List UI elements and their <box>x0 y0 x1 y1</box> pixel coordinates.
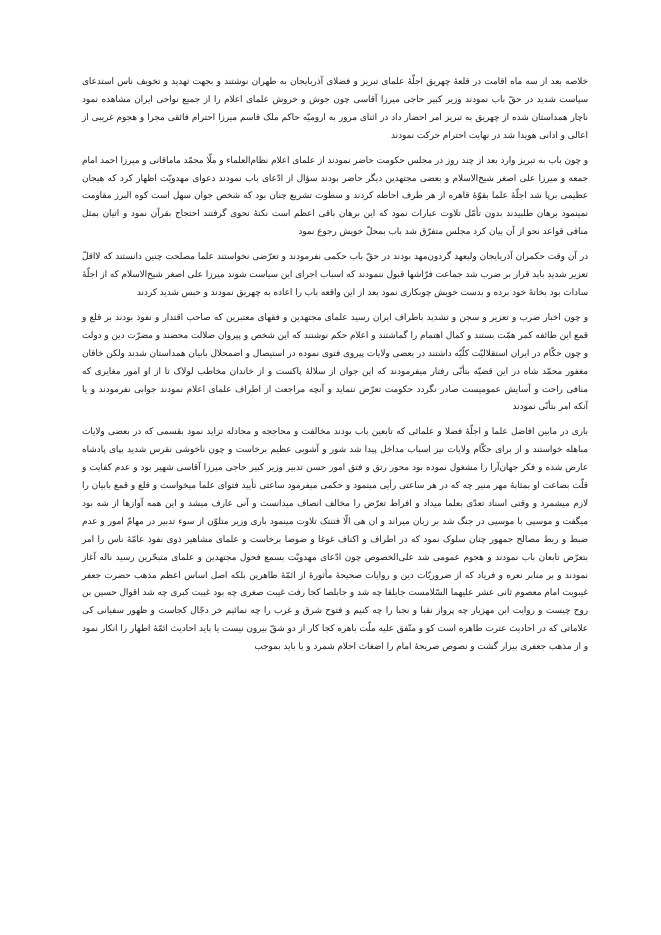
paragraph-5: باری در ما‌بین افاضل علما و اجلّهٔ فضلا و علمائی که تابعین باب بودند مخالفت و محاججه و مجادله تزاید نمود بقسمی که در بعضی ولایات مباهله خواستند و از برای حکّام ولایات نیز اسباب مداخل پیدا شد شور و آشوبی عظیم برخاست و چون ناخوشی نقرس شدید بپای پادشاه عارض شده و فکر جهان‌آرا را مشغول نموده بود محور رتق و فتق امور حسن تدبیر وزیر کبیر حاجی میرزا آقاسی شهیر بود و عدم کفایت و قلّت بضاعت او بمثابهٔ مهر منیر چه که در هر ساعتی رأیی مینمود و حکمی میفرمود ساعتی تأیید فتوای علما میخواست و قلع و قمع بابیان را لازم میشمرد و وقتی اسناد تعدّی بعلما میداد و افراط تعرّض را مخالف انصاف میدانست و آنی عارف میشد و این همه آوازها از شه بود میگفت و موسیی با موسیی در جنگ شد بر زبان میراند و ان هی الّا فتنتک تلاوت مینمود باری وزیر متلوّن از سوء تدبیر در مهامّ امور و عدم ضبط و ربط مصالح جمهور چنان سلوک نمود که در اطراف و اکناف غوغا و ضوضا برخاست و علمای مشاهیر ذوی نفوذ عامّهٔ ناس را امر بتعرّض تابعان باب نمودند و هجوم عمومی شد علی‌الخصوص چون ادّعای مهدویّت بسمع فحول مجتهدین و علمای متبحّرین رسید ناله آغاز نمودند و بر منابر نعره و فریاد که از ضروریّات دین و روایات صحیحهٔ مأثورهٔ از ائمّهٔ طاهرین بلکه اصل اساس اعظم مذهب حضرت جعفر غیبوبت امام معصوم ثانی عشر علیهما السّلامست جابلقا چه شد و جابلصا کجا رفت غیبت صغری چه بود غیبت کبری چه شد اقوال حسین بن روح چیست و روایت ابن مهزیار چه پرواز نقبا و نجبا را چه کنیم و فتوح شرق و غرب را چه نمائیم خر دجّال کجاست و ظهور سفیانی کی علاماتی که در احادیث عترت طاهره است کو و متّفق علیه ملّت باهره کجا کار از دو شقّ بیرون نیست یا باید احادیث ائمّهٔ اطهار را انکار نمود و از مذهب جعفری بیزار گشت و نصوص صریحهٔ امام را اضغاث احلام شمرد و یا باید بموجب <box>82 427 588 653</box>
paragraph-1: خلاصه بعد از سه ماه اقامت در قلعهٔ چهریق اجلّهٔ علمای تبریز و فضلای آذربایجان به طهران نوشتند و بجهت تهدید و تخویف ناس استدعای سیاست شدید در حقّ باب نمودند وزیر کبیر حاجی میرزا آقاسی چون جوش و خروش علمای اعلام را از جمیع نواحی ایران مشاهده نمود ناچار همداستان شده از چهریق به تبریز امر احضار داد در اثنای مرور به ارومیّه حاکم ملک قاسم میرزا احترام فائقی مجرا و هجوم غریبی از اعالی و ادانی هویدا شد در نهایت احترام حرکت نمودند <box>82 77 588 141</box>
paragraph-4: و چون اخبار ضرب و تعزیر و سجن و تشدید باطراف ایران رسید علمای مجتهدین و فقهای معتبرین که صاحب اقتدار و نفوذ بودند بر قلع و قمع این طائفه کمر همّت بستند و کمال اهتمام را گماشتند و اعلام حکم نوشتند که این شخص و پیروان ضلالت محضند و مضرّت دین و دولت و چون حکّام در ایران استقلالیّت کلّیّه داشتند در بعضی ولایات پیروی فتوی نموده در استیصال و اضمحلال بابیان همداستان شدند ولکن خاقان مغفور محمّد شاه در این قضیّه بتأنّی رفتار میفرمودند که این جوان از سلالهٔ پاکست و از خاندان مخاطب لولاک تا از او امور مغایری که منافی راحت و آسایش عمومیست صادر نگردد حکومت تعرّض ننماید و آنچه مراجعت از اطراف علمای اعلام نمودند جوابی نفرمودند و یا آنکه امر بتأنّی نمودند <box>82 312 588 413</box>
document-page <box>82 74 588 657</box>
paragraph-2: و چون باب به تبریز وارد بعد از چند روز در مجلس حکومت حاضر نمودند از علمای اعلام نظام‌العلماء و ملّا محمّد ماماقانی و میرزا احمد امام جمعه و میرزا علی اصغر شیخ‌الاسلام و بعضی مجتهدین دیگر حاضر بودند سؤال از ادّعای باب نمودند دعوای مهدویّت اظهار کرد که هیجان عظیمی برپا شد اجلّهٔ علما بقوّهٔ قاهره از هر طرف احاطه کردند و سطوت تشریع چنان بود که شخص جوان سهل است کوه البرز مقاومت نمینمود برهان طلبیدند بدون تأمّل تلاوت عبارات نمود که این برهان باقی اعظم است نکتهٔ نحوی گرفتند احتجاج بقرآن نمود و اتیان بمثل منافی قواعد نحو از آن بیان کرد مجلس متفرّق شد باب بمحلّ خویش رجوع نمود <box>82 155 588 238</box>
paragraph-3: در آن وقت حکمران آذربایجان ولیعهد گردون‌مهد بودند در حقّ باب حکمی نفرمودند و تعرّضی نخواستند علما مصلحت چنین دانستند که لااقلّ تعزیر شدید باید قرار بر ضرب شد جماعت فرّاشها قبول ننمودند که اسباب اجرای این سیاست شوند میرزا علی اصغر شیخ‌الاسلام که از اجلّهٔ سادات بود بخانهٔ خود برده و بدست خویش چوبکاری نمود بعد از این واقعه باب را اعاده به چهریق نمودند و حبس شدید کردند <box>82 252 588 298</box>
